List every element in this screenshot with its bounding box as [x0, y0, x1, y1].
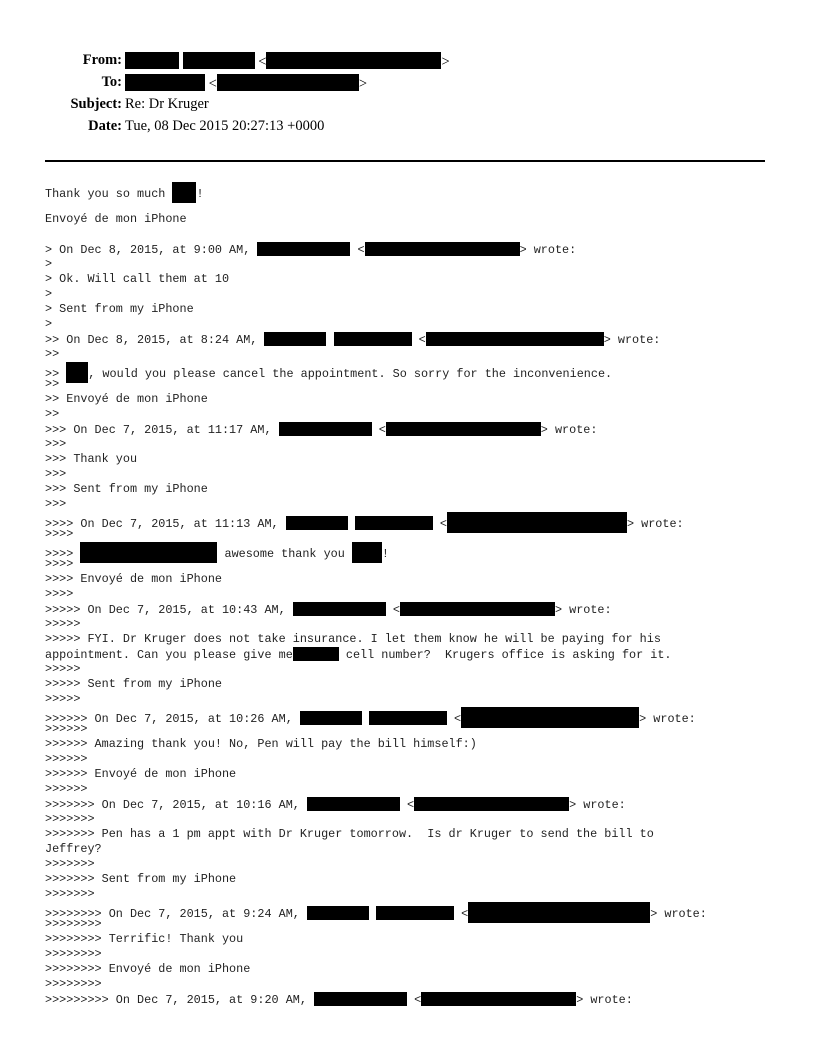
body-line: Jeffrey? [45, 842, 102, 856]
redaction [334, 332, 412, 346]
quote-header-line: >>>>>>> On Dec 7, 2015, at 10:16 AM, < > wrote: [45, 798, 626, 812]
body-line: >>> Thank you [45, 452, 138, 466]
body-line: appointment. Can you please give me cell number? Krugers office is asking for it. [45, 648, 672, 662]
redaction [293, 602, 386, 616]
redaction [376, 906, 454, 920]
redaction [125, 74, 205, 91]
body-line: > [45, 317, 53, 331]
quote-header-line: >>>>>>>> On Dec 7, 2015, at 9:24 AM, < > wrote: [45, 902, 775, 917]
body-line: >> [45, 347, 60, 361]
redaction [314, 992, 407, 1006]
redaction [125, 52, 179, 69]
body-line: >> [45, 377, 60, 391]
body-line: >>>>>> [45, 752, 88, 766]
redaction [183, 52, 255, 69]
body-line: Thank you so much ! [45, 182, 775, 197]
body-line: > [45, 257, 53, 271]
body-line: >>>>>>> Pen has a 1 pm appt with Dr Kruger tomorrow. Is dr Kruger to send the bill to [45, 827, 654, 841]
body-line: >>>> awesome thank you ! [45, 542, 775, 557]
quote-header-line: >>>>>>>>> On Dec 7, 2015, at 9:20 AM, < > wrote: [45, 993, 633, 1007]
redaction [286, 516, 348, 530]
from-row [0, 52, 816, 74]
email-header [0, 52, 816, 140]
redaction [447, 512, 627, 533]
quote-header-line: > On Dec 8, 2015, at 9:00 AM, < > wrote: [45, 243, 577, 257]
redaction [352, 542, 382, 563]
redaction [264, 332, 326, 346]
redaction [293, 647, 339, 661]
body-line: > [45, 287, 53, 301]
redaction [279, 422, 372, 436]
quote-header-line: >>> On Dec 7, 2015, at 11:17 AM, < > wrote: [45, 423, 598, 437]
body-line: >>>>>>> Sent from my iPhone [45, 872, 237, 886]
to-value: < > [125, 74, 367, 93]
subject-value: Re: Dr Kruger [125, 96, 209, 112]
body-line: >>>>>>> [45, 812, 95, 826]
body-line: > Ok. Will call them at 10 [45, 272, 230, 286]
date-value: Tue, 08 Dec 2015 20:27:13 +0000 [125, 118, 325, 134]
quote-header-line: >>>>>> On Dec 7, 2015, at 10:26 AM, < > wrote: [45, 707, 775, 722]
body-line: >>>>>> Envoyé de mon iPhone [45, 767, 237, 781]
redaction [421, 992, 576, 1006]
redaction [300, 711, 362, 725]
to-row [0, 74, 816, 96]
body-line: >>>>>>>> [45, 947, 102, 961]
body-line: >>>>> Sent from my iPhone [45, 677, 222, 691]
from-value: < > [125, 52, 450, 71]
body-line: > Sent from my iPhone [45, 302, 194, 316]
redaction [307, 906, 369, 920]
redaction [400, 602, 555, 616]
to-label: To: [101, 74, 122, 90]
subject-label: Subject: [70, 96, 122, 112]
body-line: >>>>>> [45, 782, 88, 796]
body-line: >>>>> [45, 662, 81, 676]
body-line: >>>>>>>> Terrific! Thank you [45, 932, 244, 946]
redaction [468, 902, 650, 923]
body-line: >>>> Envoyé de mon iPhone [45, 572, 222, 586]
body-line: >>>> [45, 557, 74, 571]
redaction [365, 242, 520, 256]
date-row [0, 118, 816, 140]
redaction [414, 797, 569, 811]
redaction [355, 516, 433, 530]
body-line: >>>>>>> [45, 887, 95, 901]
body-line: >>>> [45, 527, 74, 541]
body-line: >>>>> [45, 692, 81, 706]
body-line: >>>>>>>> [45, 977, 102, 991]
header-divider [45, 160, 765, 162]
body-line: >>>>>> Amazing thank you! No, Pen will pay the bill himself:) [45, 737, 477, 751]
redaction [217, 74, 359, 91]
body-line: >>>>> [45, 617, 81, 631]
from-label: From: [82, 52, 122, 68]
redaction [307, 797, 400, 811]
quote-header-line: >>>>> On Dec 7, 2015, at 10:43 AM, < > wrote: [45, 603, 612, 617]
subject-row [0, 96, 816, 118]
body-line: >>> Sent from my iPhone [45, 482, 208, 496]
redaction [369, 711, 447, 725]
redaction [266, 52, 441, 69]
redaction [66, 362, 88, 383]
quote-header-line: >> On Dec 8, 2015, at 8:24 AM, < > wrote: [45, 333, 661, 347]
body-line: >> Envoyé de mon iPhone [45, 392, 208, 406]
body-line: >>>> [45, 587, 74, 601]
body-line: >>> [45, 467, 67, 481]
body-line: >> [45, 407, 60, 421]
body-line: >>> [45, 497, 67, 511]
redaction [426, 332, 604, 346]
redaction [461, 707, 639, 728]
redaction [257, 242, 350, 256]
body-line: >>> [45, 437, 67, 451]
body-line: >> , would you please cancel the appointment. So sorry for the inconvenience. [45, 362, 775, 377]
body-line: >>>>> FYI. Dr Kruger does not take insurance. I let them know he will be paying for his [45, 632, 661, 646]
email-body [45, 182, 775, 1007]
body-line: Envoyé de mon iPhone [45, 212, 187, 226]
quote-header-line: >>>> On Dec 7, 2015, at 11:13 AM, < > wrote: [45, 512, 775, 527]
body-line: >>>>>> [45, 722, 88, 736]
redaction [386, 422, 541, 436]
body-line: >>>>>>> [45, 857, 95, 871]
body-line: >>>>>>>> Envoyé de mon iPhone [45, 962, 251, 976]
body-line: >>>>>>>> [45, 917, 102, 931]
date-label: Date: [88, 118, 122, 134]
redaction [80, 542, 217, 563]
redaction [172, 182, 196, 203]
